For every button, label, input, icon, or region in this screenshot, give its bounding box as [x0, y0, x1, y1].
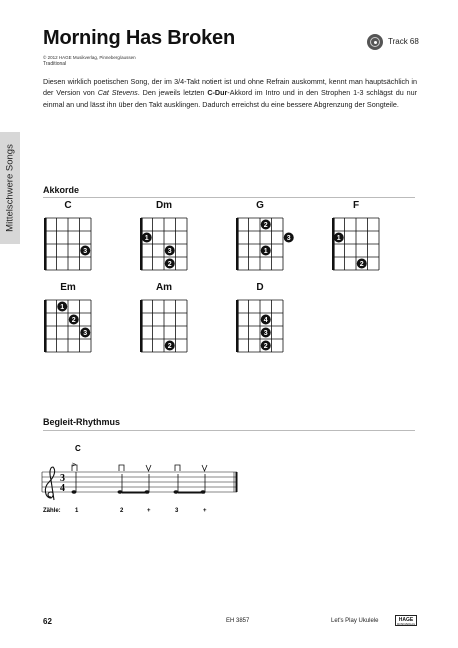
chord-diagram-dm [139, 200, 189, 275]
book-title: Let's Play Ukulele [331, 618, 379, 624]
chord-name: G [256, 200, 264, 211]
side-tab [0, 132, 20, 244]
chord-name: Dm [155, 200, 173, 211]
count-item: 3 [175, 508, 179, 514]
finger-number: 3 [83, 330, 88, 338]
finger-dot [261, 246, 271, 256]
publisher-logo-text: HAGE [398, 617, 414, 623]
count-item: 1 [75, 508, 79, 514]
section-heading-rhythm: Begleit-Rhythmus [43, 417, 121, 427]
fretboard [235, 215, 291, 272]
rhythm-chord-symbol: C [75, 444, 81, 453]
finger-dot [261, 315, 271, 325]
page-title: Morning Has Broken [43, 27, 235, 49]
finger-number: 2 [71, 317, 76, 325]
finger-dot [165, 246, 175, 256]
finger-number: 2 [263, 343, 268, 351]
section-divider-chords [43, 197, 415, 198]
side-tab-label: Mittelschwere Songs [4, 144, 16, 232]
page-number: 62 [43, 617, 52, 626]
count-label: Zähle: [43, 508, 61, 514]
fretboard [235, 297, 285, 354]
chord-diagram-c [43, 200, 93, 275]
final-barline [236, 472, 238, 492]
strum-down-icon [119, 465, 124, 471]
intro-chord: C-Dur [207, 88, 228, 98]
song-origin: Traditional [43, 61, 67, 67]
chord-name: F [352, 200, 360, 211]
count-item: + [203, 508, 207, 514]
finger-dot [165, 341, 175, 351]
finger-number: 3 [83, 248, 88, 256]
publisher-logo-subtext: MUSIKVERLAG [396, 623, 416, 626]
publisher-logo [395, 615, 417, 626]
finger-number: 2 [359, 261, 364, 269]
chord-diagram-d [235, 282, 285, 357]
copyright-line: © 2012 HAGE Musikverlag, Pinneberg/aussen [43, 55, 136, 60]
intro-artist: Cat Stevens [97, 88, 138, 98]
count-item: 2 [120, 508, 124, 514]
staff-lines [42, 472, 237, 492]
section-divider-rhythm [43, 430, 415, 431]
finger-dot [334, 233, 344, 243]
fretboard [139, 297, 189, 354]
finger-number: 2 [263, 222, 268, 230]
cd-icon [367, 34, 383, 50]
chord-diagram-f [331, 200, 381, 275]
time-signature-bottom: 4 [60, 483, 65, 494]
intro-text-2: . Den jeweils letzten [137, 88, 208, 98]
fretboard [43, 215, 93, 272]
intro-text-1: Diesen wirklich poetischen Song, der im 3/4-Takt notiert ist und ohne Refrain auskommt, kennt man hauptsächlich in der Version von [43, 77, 417, 98]
fretboard [43, 297, 93, 354]
intro-paragraph [43, 76, 417, 110]
fretboard [139, 215, 189, 272]
strum-down-icon [175, 465, 180, 471]
finger-dot [357, 259, 367, 269]
finger-number: 2 [167, 343, 172, 351]
finger-dot [261, 341, 271, 351]
rhythm-notation [32, 440, 252, 525]
finger-number: 3 [286, 235, 291, 243]
chord-diagram-am [139, 282, 189, 357]
finger-dot [261, 220, 271, 230]
finger-number: 1 [263, 248, 268, 256]
finger-dot [142, 233, 152, 243]
finger-dot [80, 246, 90, 256]
accent-mark: > [72, 462, 77, 469]
count-item: + [147, 508, 151, 514]
rhythm-notes [72, 462, 208, 494]
finger-number: 2 [167, 261, 172, 269]
finger-dot [284, 233, 294, 243]
strum-up-icon [146, 465, 151, 471]
publication-code: EH 3857 [226, 618, 250, 624]
finger-dot [80, 328, 90, 338]
section-heading-chords: Akkorde [43, 185, 80, 195]
intro-text-3: -Akkord im Intro und in den Strophen 1-3 schlägst du nur einmal an und lässt ihn über den Takt ausklingen. Dadurch erreichst du eine bessere Abgrenzung der Songteile. [43, 88, 417, 109]
rhythm-staff [32, 440, 252, 525]
strum-up-icon [202, 465, 207, 471]
chord-name: Am [155, 282, 173, 293]
finger-number: 3 [167, 248, 172, 256]
track-number: Track 68 [388, 37, 419, 46]
finger-number: 1 [60, 304, 65, 312]
chord-diagram-g [235, 200, 291, 275]
finger-dot [261, 328, 271, 338]
chord-name: D [256, 282, 264, 293]
fretboard [331, 215, 381, 272]
time-signature-top: 3 [60, 473, 65, 484]
finger-number: 3 [263, 330, 268, 338]
finger-number: 4 [263, 317, 268, 325]
chord-diagram-em [43, 282, 93, 357]
finger-dot [69, 315, 79, 325]
finger-number: 1 [144, 235, 149, 243]
chord-name: Em [60, 282, 76, 293]
finger-dot [57, 302, 67, 312]
chord-name: C [64, 200, 72, 211]
finger-number: 1 [336, 235, 341, 243]
finger-dot [165, 259, 175, 269]
